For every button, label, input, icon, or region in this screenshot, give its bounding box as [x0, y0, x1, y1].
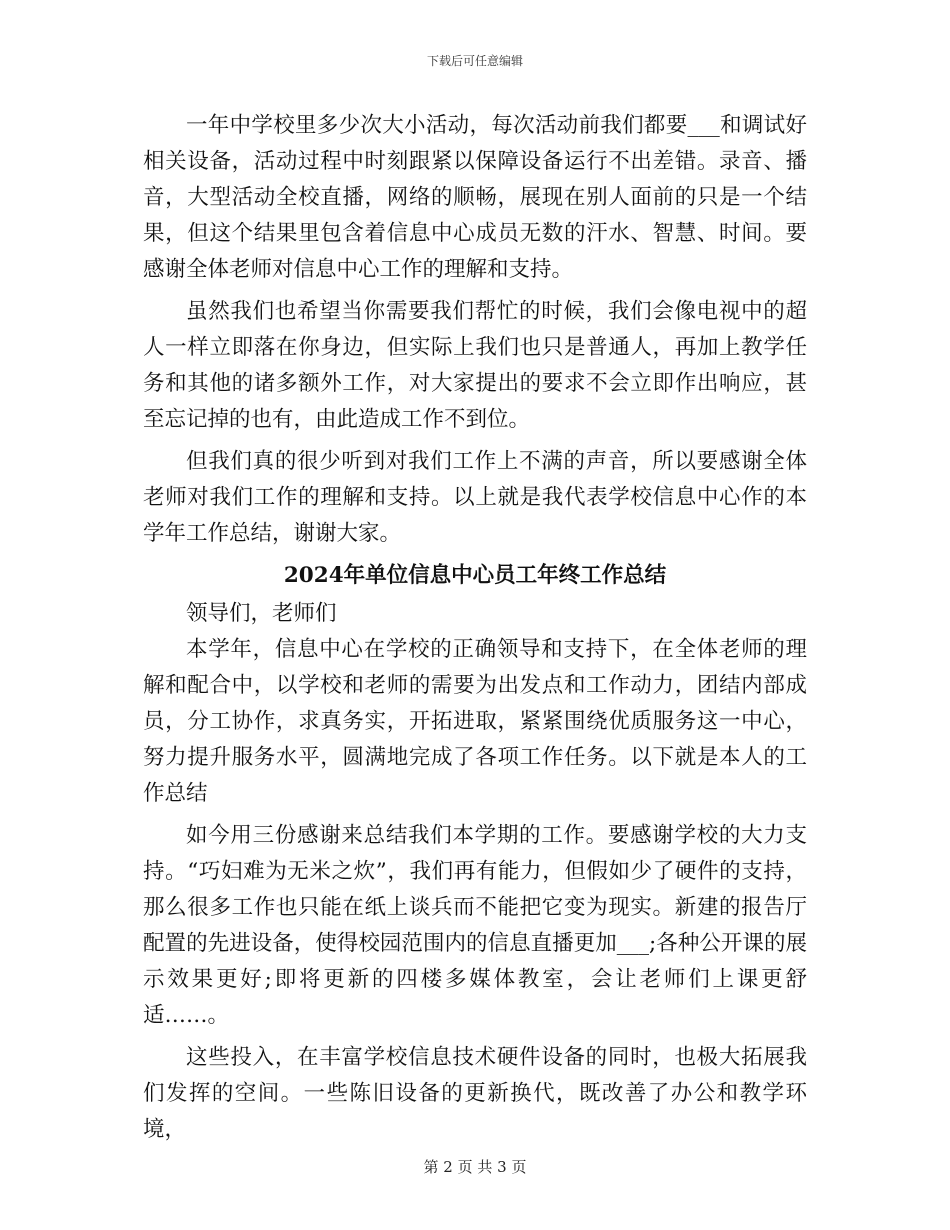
- paragraph-three-thanks: 如今用三份感谢来总结我们本学期的工作。要感谢学校的大力支持。“巧妇难为无米之炊”，我们再有能力，但假如少了硬件的支持，那么很多工作也只能在纸上谈兵而不能把它变为现实。新建的报告厅配置的先进设备，使得校园范围内的信息直播更加___;各种公开课的展示效果更好;即将更新的四楼多媒体教室，会让老师们上课更舒适……。: [143, 823, 807, 1028]
- paragraph-investment: 这些投入，在丰富学校信息技术硬件设备的同时，也极大拓展我们发挥的空间。一些陈旧设备的更新换代，既改善了办公和教学环境，: [143, 1045, 807, 1142]
- paragraph-activities: 一年中学校里多少次大小活动，每次活动前我们都要___和调试好相关设备，活动过程中时刻跟紧以保障设备运行不出差错。录音、播音，大型活动全校直播，网络的顺畅，展现在别人面前的只是一个结果，但这个结果里包含着信息中心成员无数的汗水、智慧、时间。要感谢全体老师对信息中心工作的理解和支持。: [143, 113, 807, 282]
- page-number: 第 2 页 共 3 页: [423, 1158, 527, 1176]
- page-header: 下载后可任意编辑: [426, 54, 523, 68]
- paragraph-thanks: 但我们真的很少听到对我们工作上不满的声音，所以要感谢全体老师对我们工作的理解和支持。以上就是我代表学校信息中心作的本学年工作总结，谢谢大家。: [143, 449, 807, 546]
- document-body: [143, 108, 807, 1148]
- paragraph-intro: 本学年，信息中心在学校的正确领导和支持下，在全体老师的理解和配合中，以学校和老师的需要为出发点和工作动力，团结内部成员，分工协作，求真务实，开拓进取，紧紧围绕优质服务这一中心，努力提升服务水平，圆满地完成了各项工作任务。以下就是本人的工作总结: [143, 637, 807, 806]
- document-title: 2024年单位信息中心员工年终工作总结: [283, 563, 667, 588]
- paragraph-superman: 虽然我们也希望当你需要我们帮忙的时候，我们会像电视中的超人一样立即落在你身边，但实际上我们也只是普通人，再加上教学任务和其他的诸多额外工作，对大家提出的要求不会立即作出响应，甚至忘记掉的也有，由此造成工作不到位。: [143, 299, 807, 432]
- salutation: 领导们，老师们: [186, 601, 337, 626]
